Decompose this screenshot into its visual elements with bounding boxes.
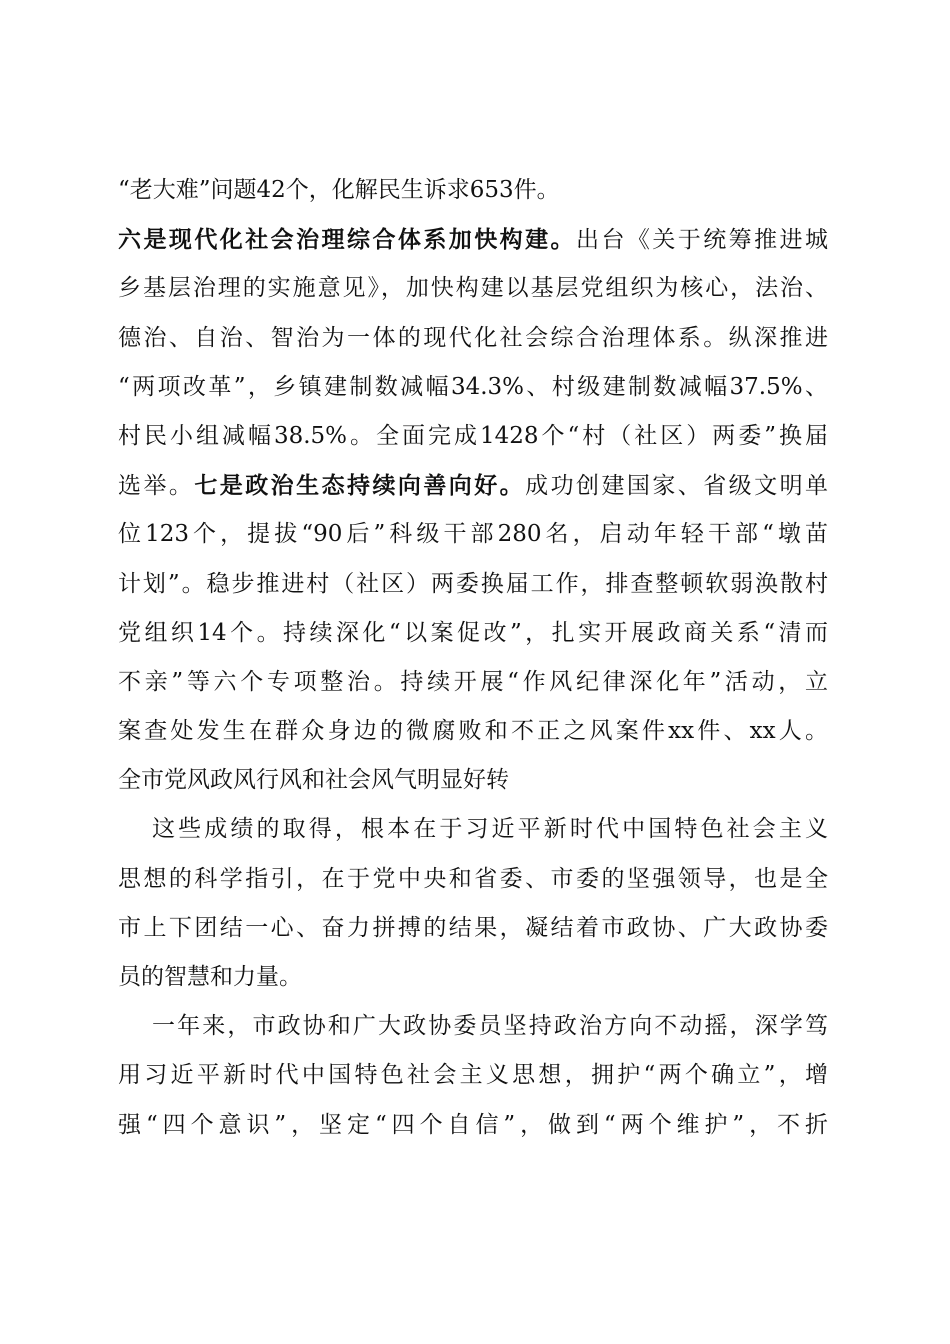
text-line [118, 166, 828, 215]
text-line [118, 264, 828, 313]
text-line [118, 904, 828, 953]
text-line [118, 609, 828, 658]
text-line [118, 363, 828, 412]
text-line [118, 215, 828, 264]
line-text: 强“四个意识”，坚定“四个自信”，做到“两个维护”，不折 [118, 1111, 828, 1138]
line-text: 市上下团结一心、奋力拼搏的结果，凝结着市政协、广大政协委 [118, 914, 828, 941]
bold-heading-text: 六是现代化社会治理综合体系加快构建。 [118, 226, 576, 254]
text-line [118, 855, 828, 904]
line-text: 思想的科学指引，在于党中央和省委、市委的坚强领导，也是全 [118, 865, 828, 892]
bold-heading-text: 七是政治生态持续向善向好。 [194, 472, 526, 500]
text-line [118, 314, 828, 363]
line-text: 一年来，市政协和广大政协委员坚持政治方向不动摇，深学笃 [152, 1013, 828, 1040]
text-line [118, 560, 828, 609]
document-body [118, 166, 828, 1150]
line-text: 计划”。稳步推进村（社区）两委换届工作，排查整顿软弱涣散村 [118, 570, 828, 597]
line-text: 出台《关于统筹推进城 [576, 227, 828, 254]
line-text: 员的智慧和力量。 [118, 964, 302, 990]
line-text: 用习近平新时代中国特色社会主义思想，拥护“两个确立”，增 [118, 1062, 828, 1089]
text-line [118, 510, 828, 559]
text-line [118, 461, 828, 510]
text-line [118, 1101, 828, 1150]
text-line [118, 756, 828, 805]
line-text: “老大难”问题42个，化解民生诉求653件。 [118, 177, 560, 203]
line-text: 乡基层治理的实施意见》，加快构建以基层党组织为核心，法治、 [118, 275, 828, 302]
line-text: 位123个，提拔“90后”科级干部280名，启动年轻干部“墩苗 [118, 521, 828, 548]
text-line [118, 707, 828, 756]
text-line [118, 953, 828, 1002]
text-line [118, 412, 828, 461]
line-text: 村民小组减幅38.5%。全面完成1428个“村（社区）两委”换届 [118, 422, 828, 449]
line-text: 全市党风政风行风和社会风气明显好转 [118, 767, 509, 794]
text-line [118, 805, 828, 854]
text-line [118, 1051, 828, 1100]
line-text: “两项改革”，乡镇建制数减幅34.3%、村级建制数减幅37.5%、 [118, 373, 828, 400]
line-text: 案查处发生在群众身边的微腐败和不正之风案件xx件、xx人。 [118, 718, 828, 745]
text-line [118, 658, 828, 707]
text-line [118, 1002, 828, 1051]
line-text: 党组织14个。持续深化“以案促改”，扎实开展政商关系“清而 [118, 619, 828, 646]
line-text: 成功创建国家、省级文明单 [525, 473, 828, 500]
line-text-prefix: 选举。 [118, 473, 195, 500]
line-text: 德治、自治、智治为一体的现代化社会综合治理体系。纵深推进 [118, 324, 828, 351]
line-text: 不亲”等六个专项整治。持续开展“作风纪律深化年”活动，立 [118, 668, 828, 695]
line-text: 这些成绩的取得，根本在于习近平新时代中国特色社会主义 [152, 816, 828, 843]
